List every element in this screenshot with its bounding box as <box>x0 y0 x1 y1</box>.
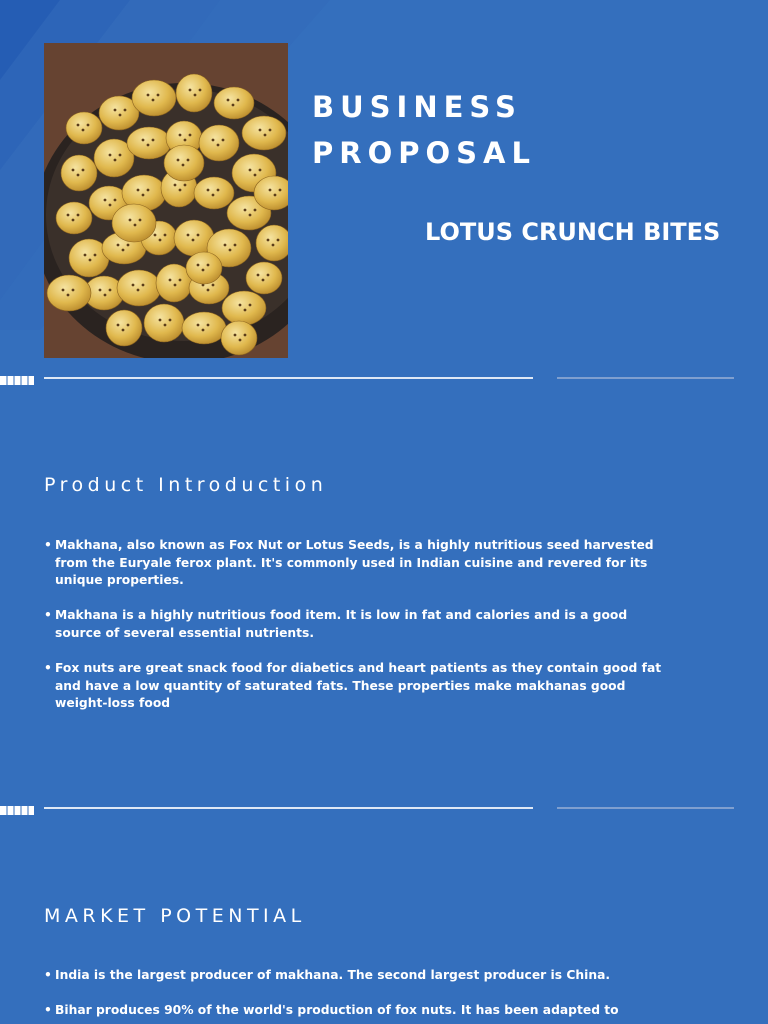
proposal-title <box>312 84 536 176</box>
list-item: • Makhana is a highly nutritious food item. It is low in fat and calories and is a good source of several essential nutrients. <box>44 608 628 640</box>
bullet-icon: • <box>44 1003 52 1018</box>
bullet-icon: • <box>44 538 52 552</box>
list-item: • Fox nuts are great snack food for diabetics and heart patients as they contain good fat and have a low quantity of saturated fats. These properties make makhanas good weight-loss food <box>44 660 662 711</box>
bullet-icon: • <box>44 660 52 675</box>
section-divider <box>0 801 768 815</box>
list-item: • Bihar produces 90% of the world's production of fox nuts. It has been adapted to <box>44 1002 664 1020</box>
market-potential-list <box>44 967 664 1024</box>
bullet-icon: • <box>44 608 52 623</box>
product-introduction-list <box>44 537 664 730</box>
product-name: LOTUS CRUNCH BITES <box>425 218 721 246</box>
list-item: • Makhana, also known as Fox Nut or Lotus Seeds, is a highly nutritious seed harvested from the Euryale ferox plant. It's commonly used in Indian cuisine and revered for its unique properties. <box>44 538 654 588</box>
section-divider <box>0 371 768 385</box>
list-item: • India is the largest producer of makhana. The second largest producer is China. <box>44 967 664 985</box>
makhana-bowl-photo <box>44 43 288 358</box>
section-heading-product-introduction: Product Introduction <box>44 474 328 496</box>
bullet-icon: • <box>44 968 52 982</box>
section-heading-market-potential: MARKET POTENTIAL <box>44 905 306 927</box>
title-line-2: PROPOSAL <box>312 136 536 170</box>
title-line-1: BUSINESS <box>312 90 522 124</box>
